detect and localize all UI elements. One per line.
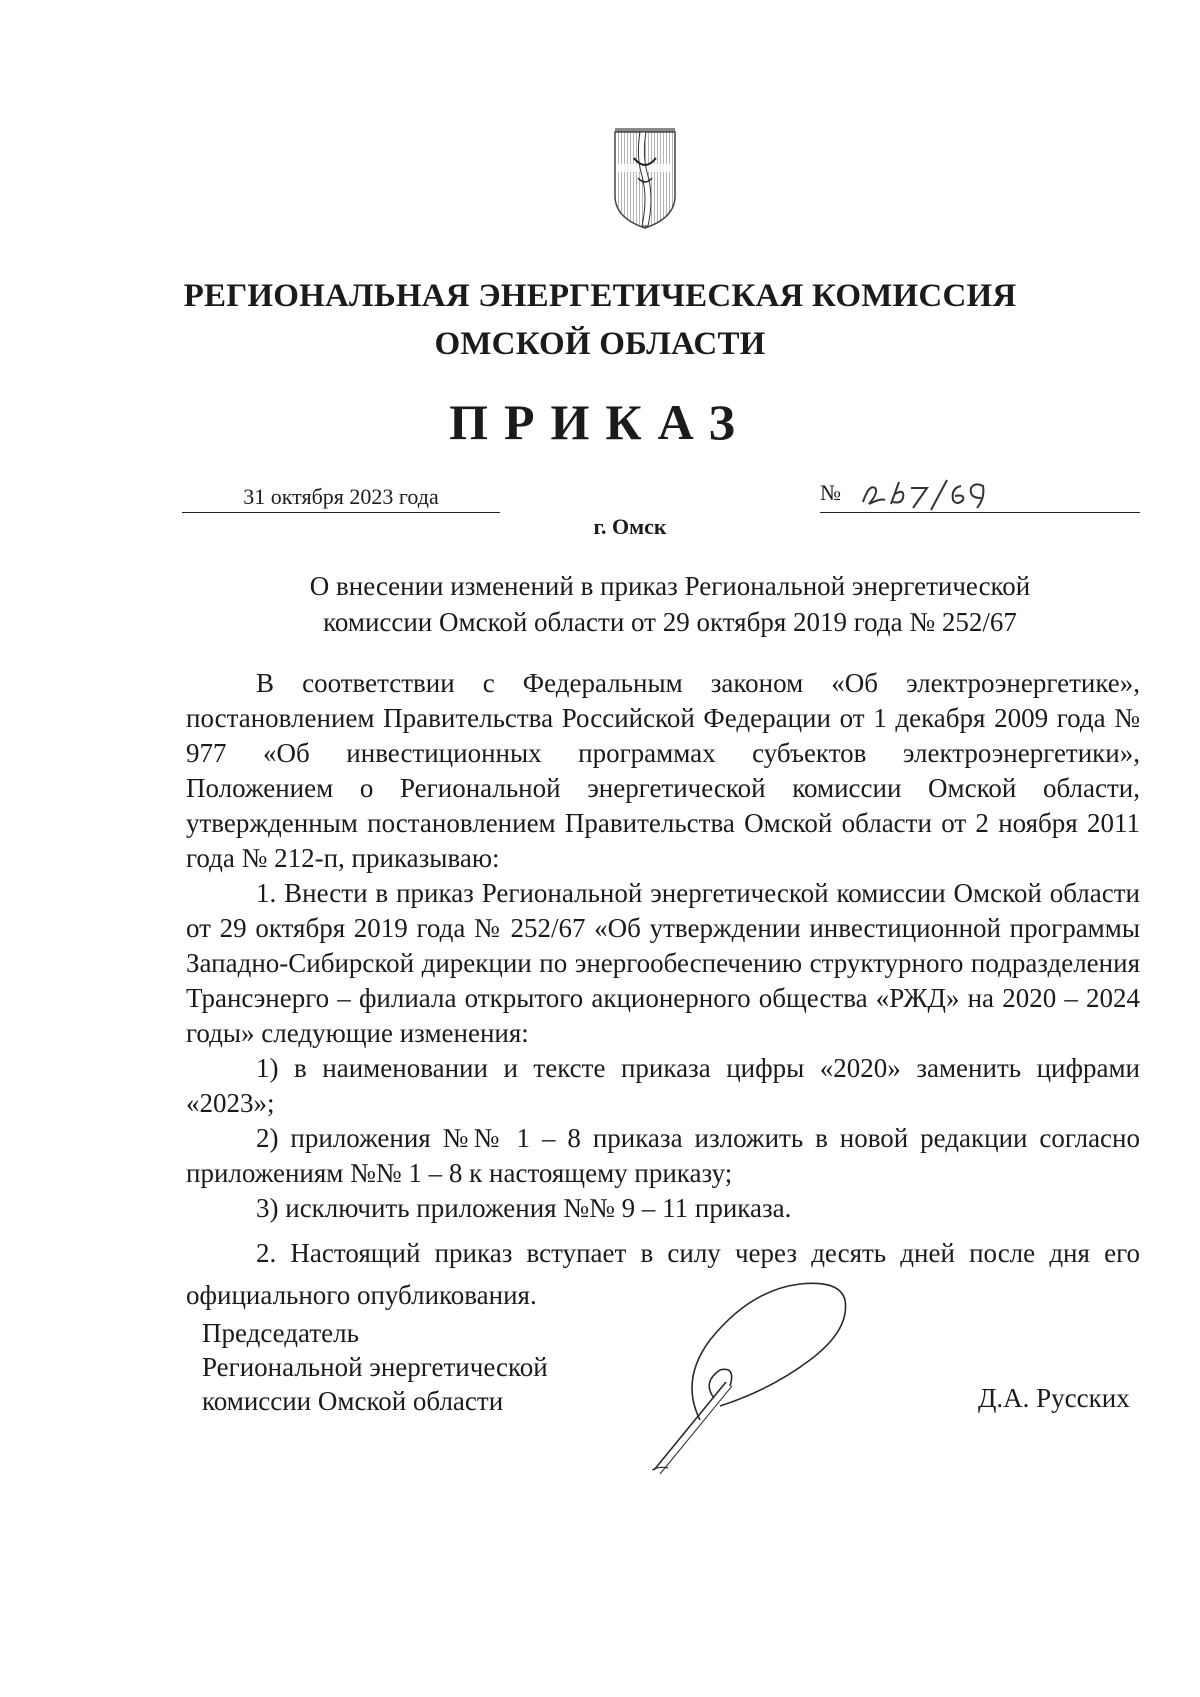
order-number-label: № bbox=[820, 480, 841, 505]
order-date: 31 октября 2023 года bbox=[182, 482, 500, 513]
signer-title-line-1: Председатель bbox=[202, 1318, 359, 1348]
item-2-paragraph: 2. Настоящий приказ вступает в силу через десять дней после дня его официального опубликования. bbox=[186, 1238, 1140, 1310]
document-type-heading: ПРИКАЗ bbox=[449, 394, 751, 450]
org-name-line-2: ОМСКОЙ ОБЛАСТИ bbox=[434, 326, 766, 362]
coat-of-arms-icon bbox=[612, 126, 678, 230]
signer-name: Д.А. Русских bbox=[978, 1383, 1130, 1413]
organization-name bbox=[0, 272, 1200, 368]
org-name-line-1: РЕГИОНАЛЬНАЯ ЭНЕРГЕТИЧЕСКАЯ КОМИССИЯ bbox=[183, 278, 1017, 314]
item-1-3-paragraph: 3) исключить приложения №№ 9 – 11 приказа. bbox=[256, 1193, 792, 1223]
preamble-paragraph: В соответствии с Федеральным законом «Об электроэнергетике», постановлением Правительства Российской Федерации от 1 декабря 2009 года № 977 «Об инвестиционных программах субъектов электроэнергетики», Положением о Региональной энергетической комиссии Омской области, утвержденным постановлением Правительства Омской области от 2 ноября 2011 года № 212-п, приказываю: bbox=[186, 668, 1140, 873]
signer-title-line-3: комиссии Омской области bbox=[202, 1386, 504, 1416]
signer-title-line-2: Региональной энергетической bbox=[202, 1352, 548, 1382]
handwritten-order-number bbox=[855, 474, 1005, 514]
item-1-1-paragraph: 1) в наименовании и тексте приказа цифры «2020» заменить цифрами «2023»; bbox=[186, 1053, 1140, 1118]
subject-line-1: О внесении изменений в приказ Региональной энергетической bbox=[309, 571, 1031, 601]
item-1-2-paragraph: 2) приложения №№ 1 – 8 приказа изложить в новой редакции согласно приложениям №№ 1 – 8 к настоящему приказу; bbox=[186, 1123, 1140, 1188]
subject-line-2: комиссии Омской области от 29 октября 2019 года № 252/67 bbox=[323, 607, 1017, 637]
handwritten-signature bbox=[640, 1270, 880, 1480]
item-1-paragraph: 1. Внести в приказ Региональной энергетической комиссии Омской области от 29 октября 2019 года № 252/67 «Об утверждении инвестиционной программы Западно-Сибирской дирекции по энергообеспечению структурного подразделения Трансэнерго – филиала открытого акционерного общества «РЖД» на 2020 – 2024 годы» следующие изменения: bbox=[186, 878, 1140, 1048]
order-body bbox=[186, 666, 1140, 1316]
city: г. Омск bbox=[593, 514, 667, 539]
signer-position bbox=[202, 1316, 548, 1418]
order-subject bbox=[180, 568, 1160, 640]
